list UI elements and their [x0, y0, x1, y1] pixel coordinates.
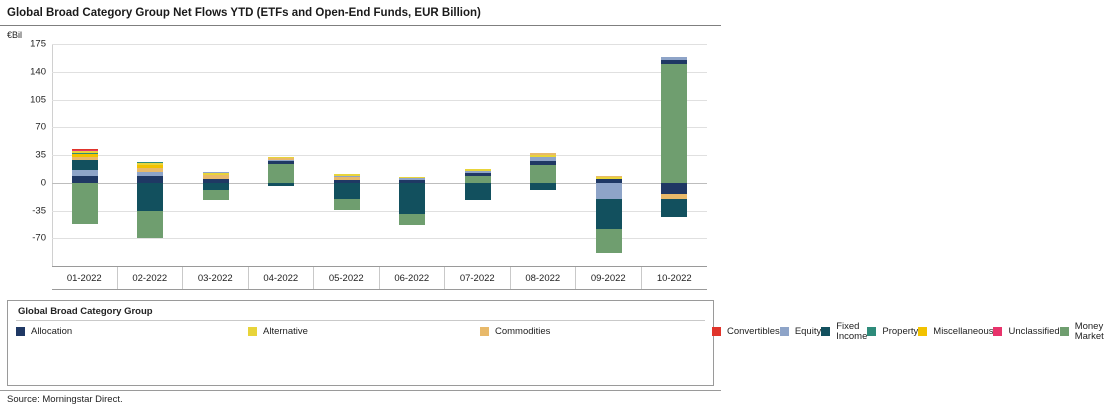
legend-swatch-icon: [16, 327, 25, 336]
bar-column[interactable]: [596, 44, 622, 266]
legend-swatch-icon: [918, 327, 927, 336]
bar-segment[interactable]: [72, 149, 98, 150]
legend-swatch-icon: [1060, 327, 1069, 336]
legend-item[interactable]: [16, 327, 248, 337]
bar-segment[interactable]: [72, 157, 98, 160]
bar-column[interactable]: [203, 44, 229, 266]
x-axis-tick-label: 10-2022: [656, 272, 692, 284]
plot-canvas: [30, 38, 707, 266]
bar-segment[interactable]: [203, 190, 229, 200]
bar-segment[interactable]: [530, 165, 556, 182]
bar-column[interactable]: [530, 44, 556, 266]
legend-swatch-icon: [480, 327, 489, 336]
x-axis-tick-label: 03-2022: [183, 267, 249, 289]
footer-divider: [0, 390, 721, 391]
legend-item-label: Commodities: [495, 325, 551, 337]
legend-swatch-icon: [248, 327, 257, 336]
legend-item-label: Equity: [794, 325, 822, 337]
bar-segment[interactable]: [72, 185, 98, 224]
bar-segment[interactable]: [268, 161, 294, 163]
bar-segment[interactable]: [72, 170, 98, 176]
bar-segment[interactable]: [530, 157, 556, 160]
y-axis-tick-label: 35: [35, 149, 46, 161]
bar-segment[interactable]: [203, 173, 229, 175]
legend-item-label: Property: [882, 325, 919, 337]
bar-segment[interactable]: [399, 177, 425, 178]
bar-segment[interactable]: [137, 162, 163, 163]
bar-segment[interactable]: [530, 183, 556, 190]
legend-item[interactable]: [918, 327, 993, 337]
bar-segment[interactable]: [268, 164, 294, 183]
legend-heading: Global Broad Category Group: [16, 306, 705, 321]
legend-item[interactable]: [712, 327, 780, 337]
bar-column[interactable]: [399, 44, 425, 266]
legend-item-label: Money Market: [1074, 321, 1104, 342]
y-axis-tick-label: 0: [40, 177, 46, 189]
bar-segment[interactable]: [72, 154, 98, 156]
bar-segment[interactable]: [334, 177, 360, 179]
bar-segment[interactable]: [530, 153, 556, 155]
legend-item-label: Unclassified: [1008, 325, 1060, 337]
legend-item-label: Miscellaneous: [933, 325, 994, 337]
legend-item[interactable]: [780, 327, 821, 337]
bar-column[interactable]: [661, 44, 687, 266]
y-axis-tick-label: -70: [32, 232, 46, 244]
chart-legend: [7, 300, 1104, 386]
bar-column[interactable]: [268, 44, 294, 266]
bar-segment[interactable]: [137, 163, 163, 165]
bar-segment[interactable]: [399, 214, 425, 224]
legend-item[interactable]: [867, 327, 918, 337]
bar-segment[interactable]: [268, 183, 294, 186]
bar-segment[interactable]: [334, 199, 360, 211]
bar-segment[interactable]: [72, 150, 98, 151]
x-axis-tick-label: 09-2022: [576, 267, 642, 289]
y-axis-tick-label: 175: [30, 38, 46, 50]
x-axis-tick-label: 06-2022: [380, 267, 446, 289]
bar-segment[interactable]: [203, 172, 229, 174]
bar-segment[interactable]: [203, 183, 229, 190]
bar-segment[interactable]: [399, 178, 425, 180]
legend-item[interactable]: [993, 327, 1059, 337]
bar-segment[interactable]: [268, 160, 294, 162]
bar-column[interactable]: [465, 44, 491, 266]
x-axis: [52, 266, 707, 290]
legend-item[interactable]: [1060, 322, 1104, 341]
bar-segment[interactable]: [72, 151, 98, 153]
bar-segment[interactable]: [596, 176, 622, 177]
bar-segment[interactable]: [203, 175, 229, 179]
bar-segment[interactable]: [334, 183, 360, 199]
legend-swatch-icon: [780, 327, 789, 336]
bar-segment[interactable]: [596, 199, 622, 229]
x-axis-tick-label: 01-2022: [52, 267, 118, 289]
bar-segment[interactable]: [465, 183, 491, 200]
bar-segment[interactable]: [72, 176, 98, 183]
bar-segment[interactable]: [530, 155, 556, 157]
x-axis-tick-label: 07-2022: [445, 267, 511, 289]
bar-segment[interactable]: [596, 183, 622, 199]
bar-segment[interactable]: [661, 57, 687, 59]
bar-segment[interactable]: [661, 183, 687, 194]
legend-item-label: Convertibles: [727, 325, 780, 337]
legend-swatch-icon: [821, 327, 830, 336]
bar-segment[interactable]: [268, 157, 294, 158]
bar-segment[interactable]: [334, 176, 360, 178]
bar-segment[interactable]: [661, 64, 687, 183]
legend-item[interactable]: [248, 327, 480, 337]
source-note: Source: Morningstar Direct.: [7, 394, 123, 405]
bar-segment[interactable]: [268, 158, 294, 160]
legend-swatch-icon: [712, 327, 721, 336]
bar-segment[interactable]: [72, 153, 98, 155]
legend-item[interactable]: [480, 327, 712, 337]
bar-segment[interactable]: [137, 172, 163, 177]
bar-segment[interactable]: [661, 60, 687, 64]
bar-segment[interactable]: [530, 161, 556, 166]
bar-column[interactable]: [137, 44, 163, 266]
chart-area: [0, 26, 721, 296]
legend-item-label: Allocation: [31, 325, 73, 337]
bar-segment[interactable]: [137, 168, 163, 172]
y-axis-tick-label: 105: [30, 94, 46, 105]
legend-items: [16, 321, 1104, 342]
x-axis-tick-label: 04-2022: [249, 267, 315, 289]
bar-segment[interactable]: [596, 177, 622, 179]
bar-segment[interactable]: [399, 183, 425, 215]
x-axis-tick-label: 08-2022: [511, 267, 577, 289]
legend-item-label: Fixed Income: [836, 321, 868, 342]
legend-item[interactable]: [821, 322, 867, 341]
bar-segment[interactable]: [661, 199, 687, 217]
bar-segment[interactable]: [72, 160, 98, 170]
bar-segment[interactable]: [137, 211, 163, 239]
y-axis-tick-label: 140: [30, 66, 46, 78]
x-axis-tick-label: 02-2022: [118, 267, 184, 289]
page-title: Global Broad Category Group Net Flows YTD (ETFs and Open-End Funds, EUR Billion): [7, 6, 481, 19]
legend-swatch-icon: [867, 327, 876, 336]
x-axis-tick-label: 05-2022: [314, 267, 380, 289]
bar-segment[interactable]: [465, 169, 491, 171]
bar-segment[interactable]: [465, 173, 491, 176]
chart-title-bar: [0, 0, 721, 26]
bar-column[interactable]: [72, 44, 98, 266]
bar-segment[interactable]: [137, 165, 163, 167]
bar-segment[interactable]: [334, 174, 360, 176]
bar-segment[interactable]: [137, 183, 163, 211]
y-axis-unit-label: €Bil: [7, 30, 23, 40]
legend-swatch-icon: [993, 327, 1002, 336]
legend-item-label: Alternative: [263, 325, 308, 337]
bar-segment[interactable]: [596, 229, 622, 254]
y-axis-tick-label: -35: [32, 205, 46, 216]
y-axis-tick-label: 70: [35, 121, 46, 133]
bar-column[interactable]: [334, 44, 360, 266]
bar-segment[interactable]: [465, 171, 491, 173]
